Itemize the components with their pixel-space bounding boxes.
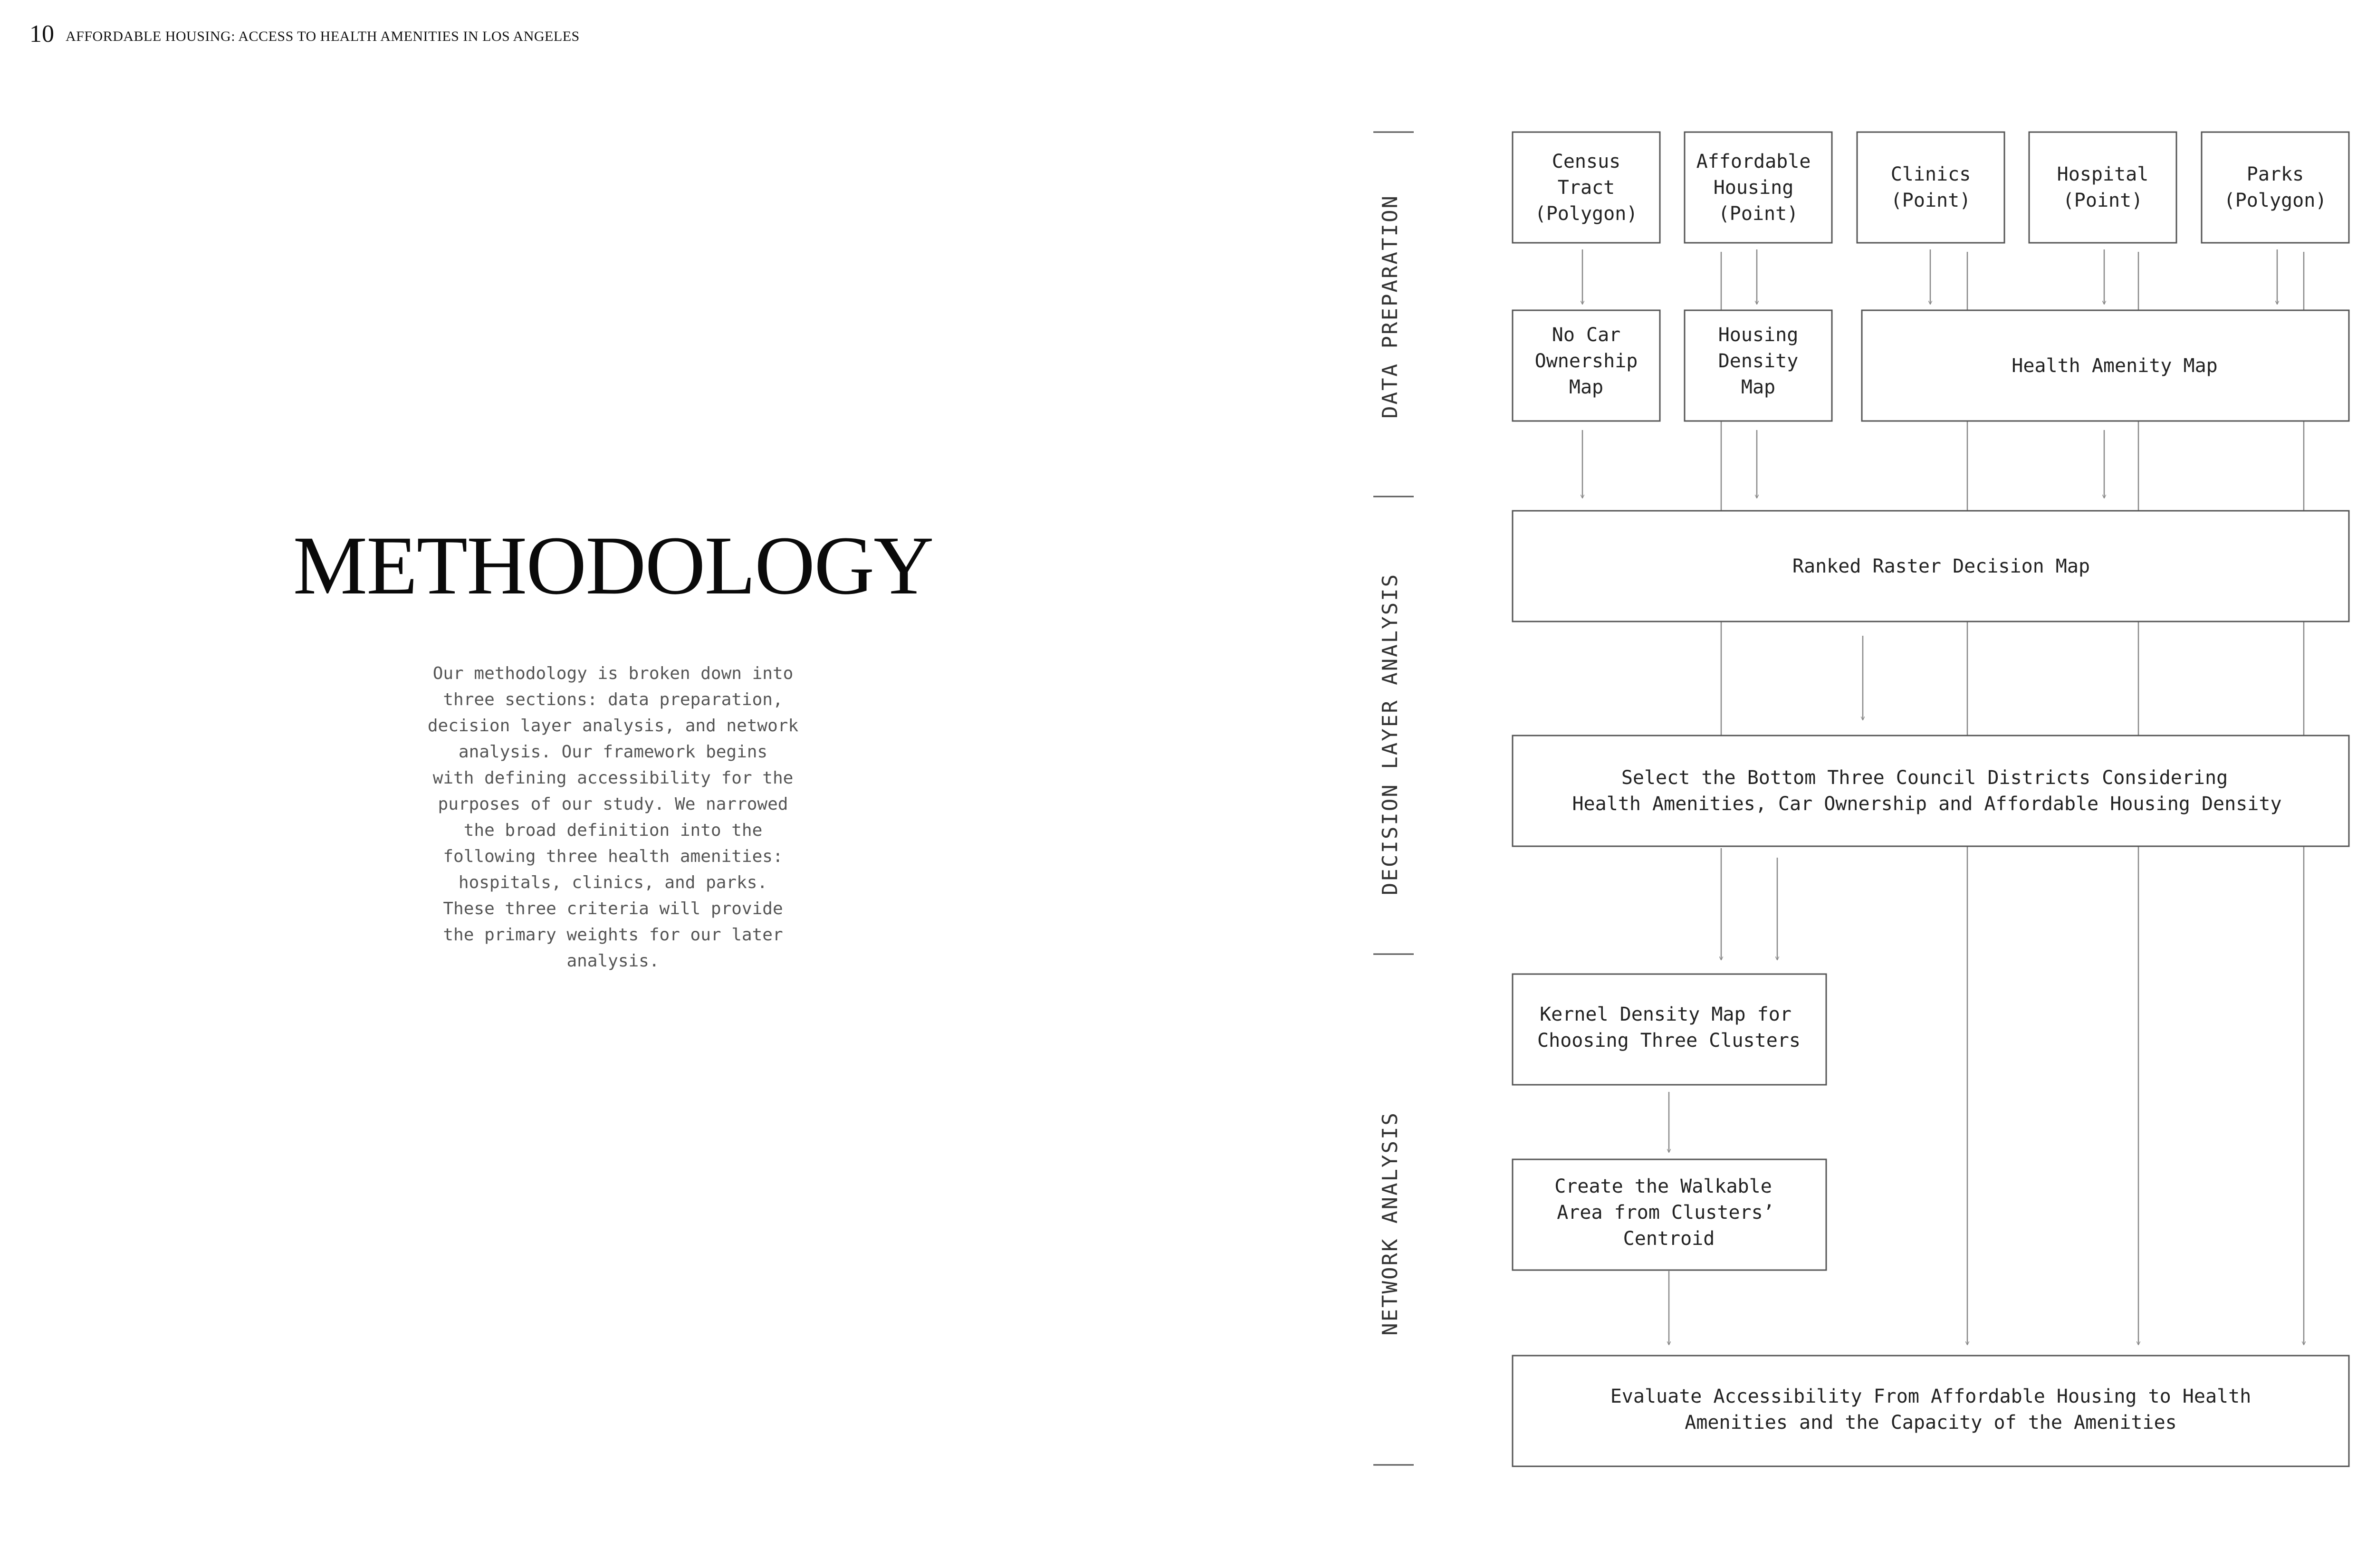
- intro-paragraph: Our methodology is broken down into three sections: data preparation, decision layer analysis, and network analysis. Our framework begins with defining accessibility for the purposes of our study. We narrowed the broad definition into the following three health amenities: hospitals, clinics, and parks. These three criteria will provide the primary weights for our later analysis.: [427, 664, 799, 971]
- node-housing-density-map: [1685, 310, 1832, 421]
- node-label: Kernel Density Map for: [1540, 1004, 1792, 1025]
- node-label: Parks: [2246, 163, 2304, 185]
- node-label: Create the Walkable: [1554, 1176, 1772, 1197]
- node-label: Affordable: [1696, 151, 1811, 172]
- page-number: 10: [29, 20, 54, 48]
- page-title: METHODOLOGY: [293, 519, 933, 612]
- node-label: Density: [1718, 350, 1799, 372]
- node-evaluate-accessibility: [1513, 1356, 2349, 1466]
- node-label: Clinics: [1890, 163, 1971, 185]
- node-ranked-raster-decision-map: [1513, 511, 2349, 621]
- node-health-amenity-map: [1862, 310, 2349, 421]
- node-label: Amenities and the Capacity of the Amenities: [1685, 1412, 2177, 1434]
- node-label: Centroid: [1623, 1228, 1715, 1250]
- node-label: Ranked Raster Decision Map: [1792, 555, 2090, 577]
- node-parks: [2202, 132, 2349, 243]
- node-label: Ownership: [1534, 350, 1638, 372]
- node-walkable-area: [1513, 1159, 1826, 1270]
- node-kernel-density-map: [1513, 974, 1826, 1085]
- node-label: Select the Bottom Three Council Districts Considering: [1621, 767, 2228, 789]
- node-label: Evaluate Accessibility From Affordable Housing to Health: [1610, 1386, 2251, 1407]
- node-clinics: [1857, 132, 2004, 243]
- node-label: Health Amenity Map: [2012, 355, 2218, 377]
- node-label: No Car: [1552, 324, 1621, 346]
- node-label: Hospital: [2057, 163, 2149, 185]
- node-label: (Point): [1890, 190, 1971, 211]
- node-affordable-housing: [1685, 132, 1832, 243]
- node-no-car-ownership-map: [1513, 310, 1660, 421]
- running-header: AFFORDABLE HOUSING: ACCESS TO HEALTH AMENITIES IN LOS ANGELES: [66, 29, 580, 44]
- node-label: Choosing Three Clusters: [1537, 1030, 1801, 1052]
- node-label: (Point): [2062, 190, 2143, 211]
- node-label: (Point): [1718, 203, 1799, 225]
- node-label: (Polygon): [1534, 203, 1638, 225]
- node-label: Map: [1741, 376, 1776, 398]
- section-label-data-preparation: DATA PREPARATION: [1378, 194, 1402, 419]
- node-label: Tract: [1557, 177, 1615, 199]
- node-select-council-districts: [1513, 736, 2349, 846]
- node-label: Housing: [1718, 324, 1799, 346]
- node-label: Housing: [1713, 177, 1794, 199]
- node-label: Health Amenities, Car Ownership and Affordable Housing Density: [1572, 793, 2282, 815]
- section-label-network-analysis: NETWORK ANALYSIS: [1378, 1111, 1402, 1336]
- node-label: (Polygon): [2223, 190, 2327, 211]
- node-hospital: [2029, 132, 2176, 243]
- node-census-tract: [1513, 132, 1660, 243]
- node-label: Census: [1552, 151, 1621, 172]
- node-label: Area from Clusters’: [1557, 1202, 1774, 1224]
- section-label-decision-layer-analysis: DECISION LAYER ANALYSIS: [1378, 573, 1402, 896]
- node-label: Map: [1569, 376, 1604, 398]
